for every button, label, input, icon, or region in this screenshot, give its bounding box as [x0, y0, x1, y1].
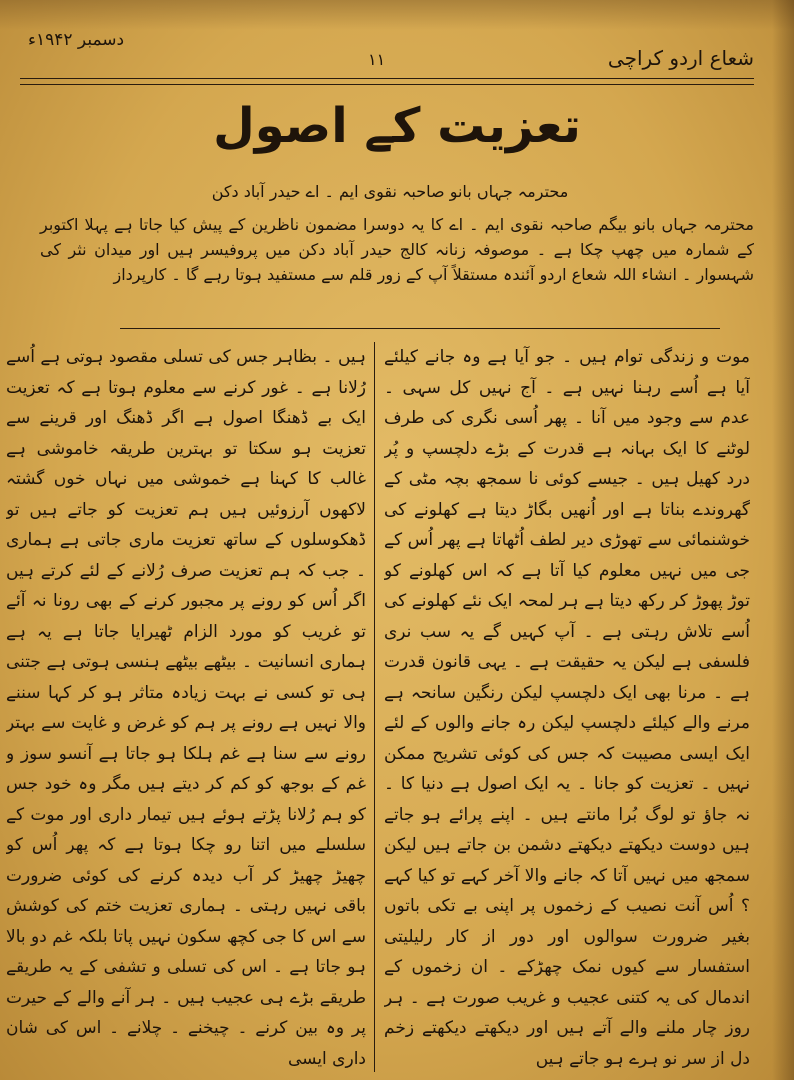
page-number: ۱۱ [368, 50, 386, 69]
article-byline: محترمہ جہاں بانو صاحبہ نقوی ایم ۔ اے حیدر آباد دکن [211, 182, 569, 201]
header-rule [20, 78, 754, 79]
section-divider [120, 328, 720, 329]
intro-text: محترمہ جہاں بانو بیگم صاحبہ نقوی ایم ۔ اے کا یہ دوسرا مضمون ناظرین کے پیش کیا جاتا ہے پہلا اکتوبر کے شمارہ میں چھپ چکا ہے ۔ موصوفہ زنانہ کالج حیدر آباد دکن میں پروفیسر ہیں اور میدان نثر کی شہسوار ۔ انشاء اللہ شعاع اردو آئندہ مستقلاً آپ کے زور قلم سے مستفید ہوتا رہے گا ۔ کارپرداز [40, 215, 754, 284]
article-column-left [6, 342, 366, 1072]
column-right-text: موت و زندگی توام ہیں ۔ جو آیا ہے وہ جانے کیلئے آیا ہے اُسے رہنا نہیں ہے ۔ آج نہیں کل سہی ۔ عدم سے وجود میں آنا ۔ پھر اُسی نگری کی طرف لوٹنے کا ایک بہانہ ہے قدرت کے بڑے دلچسپ و پُر درد کھیل ہیں ۔ جیسے کوئی نا سمجھ بچہ مٹی کے گھروندے بناتا ہے اور اُنھیں بگاڑ دیتا ہے کھلونے کی خوشنمائی سے تھوڑی دیر لطف اُٹھاتا ہے پھر اُس کے جی میں نہیں معلوم کیا آتا ہے کہ اس کھلونے کو توڑ پھوڑ کر رکھ دیتا ہے ہر لمحہ ایک نئے کھلونے کی اُسے تلاش رہتی ہے ۔ آپ کہیں گے یہ سب نری فلسفی ہے لیکن یہ حقیقت ہے ۔ یہی قانون قدرت ہے ۔ مرنا بھی ایک دلچسپ لیکن رنگین سانحہ ہے مرنے والے کیلئے دلچسپ لیکن رہ جانے والوں کے لئے ایک ایسی مصیبت کہ جس کی کوئی تشریح ممکن نہیں ۔ تعزیت کو جانا ۔ یہ ایک اصول ہے دنیا کا ۔ نہ جاؤ تو لوگ بُرا مانتے ہیں ۔ اپنے پرائے ہو جاتے ہیں دوست دیکھتے دیکھتے دشمن بن جاتے ہیں لیکن سمجھ میں نہیں آتا کہ جانے والا آخر کہے تو کیا کہے ؟ اُس آنت نصیب کے زخموں پر اپنی بے تکی باتوں بغیر ضرورت سوالوں اور دور از کار رلیلیتی استفسار سے کیوں نمک چھڑکے ۔ ان زخموں کے اندمال کی یہ کتنی عجیب و غریب صورت ہے ۔ ہر روز چار ملنے والے آتے ہیں اور دیکھتے دیکھتے زخم دل از سر نو ہرے ہو جاتے ہیں [384, 347, 750, 1069]
publication-name: شعاع اردو کراچی [607, 46, 754, 70]
issue-date: دسمبر ۱۹۴۲ء [28, 30, 125, 50]
header-rule-second [20, 84, 754, 85]
article-column-right [384, 342, 750, 1072]
column-left-text: ہیں ۔ بظاہر جس کی تسلی مقصود ہوتی ہے اُسے رُلانا ہے ۔ غور کرنے سے معلوم ہوتا ہے کہ تعزیت ایک بے ڈھنگا اصول ہے اگر ڈھنگ اور قرینے سے تعزیت ہو سکتا تو بہترین طریقہ خاموشی ہے غالب کا کہنا ہے خموشی میں نہاں خوں گشتہ لاکھوں آرزوئیں ہیں ہم تعزیت کو جاتے ہیں تو ڈھکوسلوں کے ساتھ تعزیت ماری جاتی ہے ہماری ۔ جب کہ ہم تعزیت صرف رُلانے کے لئے کرتے ہیں اگر اُس کو رونے پر مجبور کرنے کے بھی رونا نہ آئے تو غریب کو مورد الزام ٹھیرایا جاتا ہے یہ ہے ہماری انسانیت ۔ بیٹھے بیٹھے ہنسی ہوتی ہے جتنی ہی تو کسی نے بہت زیادہ متاثر ہو کر کہا سننے والا نہیں ہے رونے پر ہم کو غرض و غایت سے بہتر رونے سے سنا ہے غم ہلکا ہو جاتا ہے آنسو سوز و غم کے بوجھ کو کم کر دیتے ہیں مگر وہ خود جس کو ہم رُلانا پڑتے ہوئے ہیں تیمار داری اور موت کے سلسلے میں اتنا رو چکا ہوتا ہے کہ پھر اُس کو چھیڑ چھیڑ کر آب دیدہ کرنے کی کوئی ضرورت باقی نہیں رہتی ۔ ہماری تعزیت ختم کی کوشش سے اس کا جی کچھ سکون نہیں پاتا بلکہ غم دو بالا ہو جاتا ہے ۔ اس کی تسلی و تشفی کے یہ طریقے طریقے بڑے ہی عجیب ہیں ۔ ہر آنے والے کے حیرت پر وہ بین کرنے ۔ چیخنے ۔ چلانے ۔ اس کی شان داری ایسی [6, 347, 366, 1069]
article-title: تعزیت کے اصول [213, 98, 581, 154]
page-edge-shadow [772, 0, 794, 1080]
editor-intro [40, 212, 754, 287]
page-top-wear [0, 0, 794, 30]
column-divider [374, 342, 375, 1072]
